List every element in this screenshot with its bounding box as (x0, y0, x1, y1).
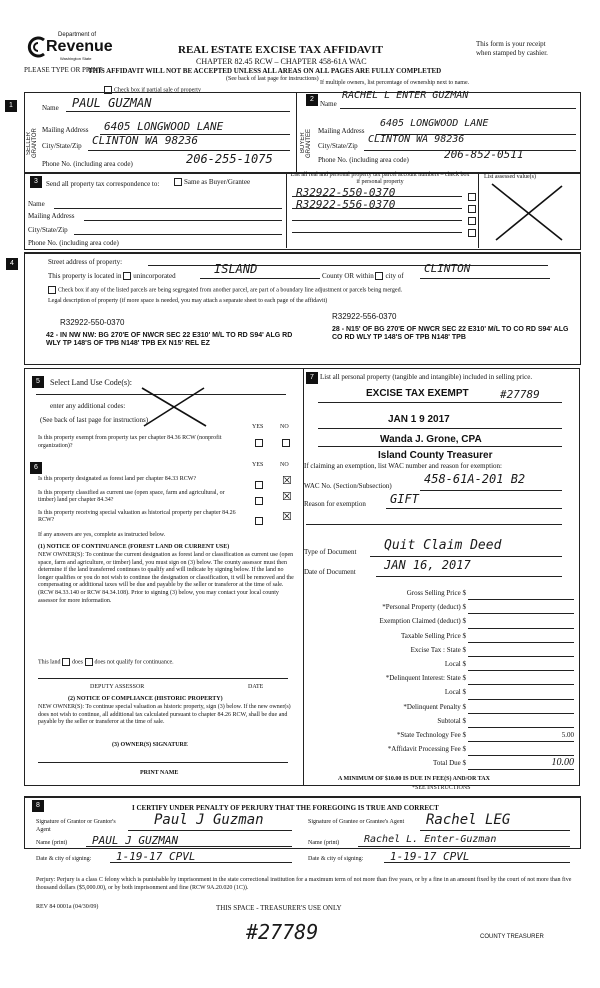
see-instructions: *SEE INSTRUCTIONS (412, 785, 471, 791)
personal-property-label: List all personal property (tangible and intangible) included in selling price. (320, 373, 533, 381)
segregated-checkbox[interactable]: Check box if any of the listed parcels are being segregated from another parcel, are part of a boundary line adjustment or parcels being merged. (48, 286, 402, 294)
corr-name-label: Name (28, 200, 45, 208)
grantee-print[interactable]: Rachel L. Enter-Guzman (364, 834, 497, 845)
grantee-print-label: Name (print) (308, 840, 340, 846)
q-forest: Is this property designated as forest land per chapter 84.33 RCW? (38, 476, 197, 482)
fee-value[interactable] (468, 586, 574, 600)
forest-no-checkbox[interactable]: ☒ (282, 475, 292, 487)
fee-label: *State Technology Fee $ (396, 731, 466, 740)
historic-no-checkbox[interactable]: ☒ (282, 511, 292, 523)
stamp-exempt: EXCISE TAX EXEMPT (366, 388, 469, 399)
fee-labels (302, 586, 466, 771)
fee-label: *Personal Property (deduct) $ (382, 603, 466, 612)
partial-sale-checkbox[interactable]: Check box if partial sale of property (104, 86, 201, 94)
form-warning: THIS AFFIDAVIT WILL NOT BE ACCEPTED UNLESS ALL AREAS ON ALL PAGES ARE FULLY COMPLETED (88, 67, 442, 75)
notice2-text: NEW OWNER(S): To continue special valuation as historic property, sign (3) below. If the new owner(s) does not wish to continue, all additional tax calculated pursuant to chapter 84.26 RCW, shall be due and payable by the seller or transferor at the time of sale. (38, 704, 291, 726)
certify: I CERTIFY UNDER PENALTY OF PERJURY THAT THE FOREGOING IS TRUE AND CORRECT (132, 804, 439, 812)
wac-value[interactable]: 458-61A-201 B2 (424, 472, 526, 486)
grantor-signature[interactable]: Paul J Guzman (154, 812, 264, 828)
yes-header-1: YES (252, 424, 264, 430)
logo-main: Revenue (46, 38, 113, 55)
fee-label: Gross Selling Price $ (406, 589, 466, 597)
seller-city-label: City/State/Zip (42, 142, 82, 150)
form-chapter: CHAPTER 82.45 RCW – CHAPTER 458-61A WAC (196, 57, 367, 66)
same-as-buyer-checkbox[interactable]: Same as Buyer/Grantee (174, 178, 250, 186)
grantee-signature[interactable]: Rachel LEG (426, 812, 511, 828)
logo-state: Washington State (60, 56, 92, 61)
corr-phone-label: Phone No. (including area code) (28, 239, 119, 247)
grantee-date-label: Date & city of signing: (308, 856, 364, 862)
fee-label: *Delinquent Penalty $ (403, 702, 466, 711)
form-title: REAL ESTATE EXCISE TAX AFFIDAVIT (178, 44, 383, 56)
notice1-text: NEW OWNER(S): To continue the current designation as forest land or classification as current use (open space, farm and agriculture, or timber) land, you must sign on (3) below. The county assessor must then determine if the land transferred continues to qualify and will indicate by signing below. If the land no longer qualifies or you do not wish to continue the designation or classification, it will be removed and the compensating or additional taxes will be due and payable by the seller or transferor at the time of sale. (RCW 84.33.140 or RCW 84.34.108). Prior to signing (3) below, you may contact your local county assessor for more information. (38, 552, 294, 604)
assessed-header: List assessed value(s) (484, 174, 536, 180)
fee-value[interactable] (468, 657, 574, 671)
stamp-number: #27789 (500, 388, 540, 401)
section-5-number: 5 (32, 376, 44, 388)
receipt-note: This form is your receipt when stamped by cashier. (476, 40, 548, 57)
handwritten-number: #27789 (246, 920, 319, 944)
fee-value[interactable] (468, 643, 574, 657)
section-7-number: 7 (306, 372, 318, 384)
grantee-sig-label: Signature of Grantee or Grantee's Agent (308, 819, 405, 825)
owner-signature: (3) OWNER(S) SIGNATURE (112, 742, 188, 748)
fee-value[interactable] (468, 714, 574, 728)
county-value[interactable]: ISLAND (214, 262, 258, 276)
section-8-number: 8 (32, 800, 44, 812)
fee-values (468, 586, 574, 770)
street-address-label: Street address of property: (48, 258, 123, 266)
section-1-number: 1 (5, 100, 17, 112)
corr-mailing-label: Mailing Address (28, 212, 75, 220)
seller-phone[interactable]: 206-255-1075 (186, 152, 273, 166)
land-use-cross-out-mark (140, 386, 210, 428)
fee-value[interactable] (468, 629, 574, 643)
buyer-mailing-label: Mailing Address (318, 127, 365, 135)
doc-date-label: Date of Document (304, 568, 356, 576)
grantee-date[interactable]: 1-19-17 CPVL (390, 850, 470, 863)
seller-mailing-label: Mailing Address (42, 126, 89, 134)
county-treasurer: COUNTY TREASURER (480, 934, 544, 940)
fee-label: Excise Tax : State $ (410, 645, 466, 654)
no-header-1: NO (280, 424, 289, 430)
this-land-row[interactable]: This land does does not qualify for continuance. (38, 659, 174, 666)
buyer-mailing[interactable]: 6405 LONGWOOD LANE (380, 118, 489, 129)
wac-label: WAC No. (Section/Subsection) (304, 482, 392, 490)
grantor-sig-label: Signature of Grantor or Grantor's Agent (36, 819, 116, 833)
section-3-number: 3 (30, 176, 42, 188)
logo-top: Department of (58, 32, 97, 38)
no-header-2: NO (280, 462, 289, 468)
reason-value[interactable]: GIFT (390, 492, 419, 506)
fee-value[interactable] (468, 671, 574, 685)
exempt-yes-checkbox[interactable] (255, 434, 265, 452)
notice1-title: (1) NOTICE OF CONTINUANCE (FOREST LAND OR CURRENT USE) (38, 544, 230, 550)
parcel-2[interactable]: R32922-556-0370 (296, 198, 396, 211)
deputy-assessor: DEPUTY ASSESSOR (90, 684, 145, 690)
buyer-name-label: Name (320, 100, 337, 108)
deputy-date: DATE (248, 684, 264, 690)
fee-label: *Affidavit Processing Fee $ (387, 745, 466, 754)
fee-value[interactable]: 5.00 (468, 728, 574, 742)
stamp-date: JAN 1 9 2017 (388, 414, 450, 425)
seller-city[interactable]: CLINTON WA 98236 (92, 134, 198, 147)
buyer-city-label: City/State/Zip (318, 142, 358, 150)
fee-value[interactable] (468, 685, 574, 699)
section-6-number: 6 (30, 462, 42, 474)
revenue-logo-icon (24, 36, 46, 58)
see-back: (See back of last page for instructions) (226, 76, 319, 82)
legal-right-id: R32922-556-0370 (332, 312, 397, 321)
fee-label: Local $ (444, 660, 466, 669)
fee-label: Total Due $ (433, 759, 466, 768)
legal-description-label: Legal description of property (if more space is needed, you may attach a separate sheet to each page of the affidavit) (48, 298, 328, 304)
grantor-date-label: Date & city of signing: (36, 856, 92, 862)
seller-name[interactable]: PAUL GUZMAN (72, 96, 152, 110)
q-historic: Is this property receiving special valuation as historical property per chapter 84.26 RCW? (38, 510, 236, 523)
doc-type[interactable]: Quit Claim Deed (384, 538, 502, 553)
legal-right: 28 - N15' OF BG 270'E OF NWCR SEC 22 E310' M/L TO CO RD S94' ALG CO RD WLY TP 148'S OF TPB N148' TPB (332, 326, 569, 341)
print-name: PRINT NAME (140, 770, 179, 776)
fee-label: Exemption Claimed (deduct) $ (379, 617, 466, 626)
current-yes-checkbox[interactable] (255, 492, 265, 510)
doc-date[interactable]: JAN 16, 2017 (384, 558, 471, 572)
stamp-name: Wanda J. Grone, CPA (380, 434, 482, 445)
fee-value[interactable]: 10.00 (468, 756, 574, 770)
seller-side-label: SELLER GRANTOR (26, 128, 38, 158)
fee-label: Local $ (444, 688, 466, 697)
form-number: REV 84 0001a (04/30/09) (36, 904, 99, 910)
city-value[interactable]: CLINTON (424, 262, 471, 275)
parcel-header: List all real and personal property tax parcel account numbers – check box if personal property (290, 172, 470, 185)
buyer-phone-label: Phone No. (including area code) (318, 156, 409, 164)
section-4 (24, 252, 581, 365)
personal-checkbox-4[interactable] (468, 224, 478, 242)
fee-value[interactable] (468, 742, 574, 756)
assessed-cross-out-mark (488, 180, 568, 244)
grantor-print[interactable]: PAUL J GUZMAN (92, 834, 179, 847)
yes-header-2: YES (252, 462, 264, 468)
land-use-see-back: (See back of last page for instructions) (40, 416, 149, 424)
section-4-number: 4 (6, 258, 18, 270)
current-no-checkbox[interactable]: ☒ (282, 491, 292, 503)
county-within-label: County OR within city of (322, 272, 404, 280)
buyer-name[interactable]: RACHEL L ENTER GUZMAN (342, 90, 469, 101)
buyer-phone[interactable]: 206-852-0511 (444, 148, 524, 161)
notice2-title: (2) NOTICE OF COMPLIANCE (HISTORIC PROPERTY) (68, 696, 223, 702)
q-current: Is this property classified as current use (open space, farm and agricultural, or timber) land per chapter 84.34? (38, 490, 225, 503)
treasurer-space: THIS SPACE - TREASURER'S USE ONLY (216, 904, 342, 912)
exempt-no-checkbox[interactable] (282, 434, 292, 452)
corr-city-label: City/State/Zip (28, 226, 68, 234)
grantor-date[interactable]: 1-19-17 CPVL (116, 850, 196, 863)
perjury-notice: Perjury: Perjury is a class C felony which is punishable by imprisonment in the state correctional institution for a maximum term of not more than five years, or by a fine in an amount fixed by the court of not more than five thousand dollars ($5,000.00), or by both imprisonment and fine (RCW 9A.20.020 (1C)). (36, 877, 572, 891)
historic-yes-checkbox[interactable] (255, 512, 265, 530)
revenue-logo (24, 32, 114, 68)
seller-mailing[interactable]: 6405 LONGWOOD LANE (104, 120, 224, 133)
located-in: This property is located in unincorporated (48, 272, 176, 280)
fee-value[interactable] (468, 600, 574, 614)
fee-value[interactable] (468, 614, 574, 628)
buyer-side-label: BUYER GRANTEE (300, 128, 312, 158)
parcel-1[interactable]: R32922-550-0370 (296, 186, 396, 199)
fee-label: Taxable Selling Price $ (400, 631, 466, 640)
q-exempt: Is this property exempt from property tax per chapter 84.36 RCW (nonprofit organization)? (38, 435, 222, 449)
stamp-office: Island County Treasurer (378, 450, 493, 461)
reason-label: Reason for exemption (304, 500, 366, 508)
legal-left-id: R32922-550-0370 (60, 318, 125, 327)
send-correspondence-label: Send all property tax correspondence to: (46, 180, 160, 188)
legal-left: 42 - IN NW NW: BG 270'E OF NWCR SEC 22 E310' M/L TO RD S94' ALG RD WLY TP 148'S OF TPB N148' TPB EX N15' REL EZ (46, 332, 293, 347)
minimum-due: A MINIMUM OF $10.00 IS DUE IN FEE(S) AND/OR TAX (338, 776, 490, 782)
fee-label: Subtotal $ (437, 716, 466, 725)
seller-phone-label: Phone No. (including area code) (42, 160, 133, 168)
seller-name-label: Name (42, 104, 59, 112)
grantor-print-label: Name (print) (36, 840, 68, 846)
multiple-owners: If multiple owners, list percentage of ownership next to name. (320, 80, 470, 86)
buyer-city[interactable]: CLINTON WA 98236 (368, 134, 465, 145)
land-use-label: Select Land Use Code(s): (50, 378, 132, 387)
section-2-number: 2 (306, 94, 318, 106)
fee-label: *Delinquent Interest: State $ (385, 674, 466, 683)
doc-type-label: Type of Document (304, 548, 357, 556)
fee-value[interactable] (468, 700, 574, 714)
exemption-label: If claiming an exemption, list WAC number and reason for exemption: (304, 462, 502, 470)
additional-codes-label: enter any additional codes: (50, 402, 126, 410)
please-type: PLEASE TYPE OR PRINT (24, 66, 103, 74)
if-yes-note: If any answers are yes, complete as instructed below. (38, 532, 166, 538)
